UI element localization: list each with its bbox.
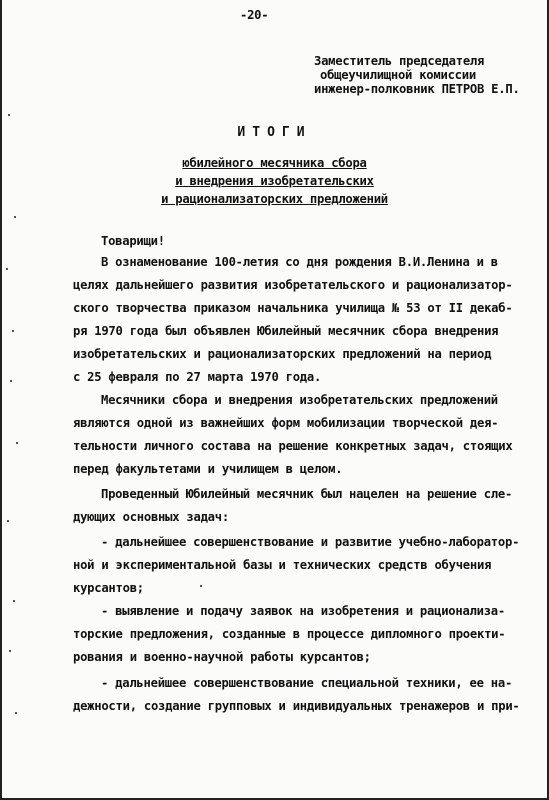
scan-speck <box>200 585 202 587</box>
body-line: торские предложения, созданные в процессе дипломного проекти- <box>73 627 506 641</box>
scan-speck <box>14 216 16 218</box>
body-line: В ознаменование 100-летия со дня рождения В.И.Ленина и в <box>101 255 498 269</box>
body-line: ского творчества приказом начальника училища № 53 от II декаб- <box>73 301 513 315</box>
document-subtitle-line: юбилейного месячника сбора <box>182 156 367 170</box>
body-line: рования и военно-научной работы курсантов; <box>73 650 371 664</box>
document-subtitle-line: и рационализаторских предложений <box>161 192 388 206</box>
body-line: перед факультетами и училищем в целом. <box>73 462 343 476</box>
scan-speck <box>10 380 12 382</box>
body-line: Товарищи! <box>101 234 165 248</box>
body-line: с 25 февраля по 27 марта 1970 года. <box>73 370 322 384</box>
scan-speck <box>9 650 11 652</box>
body-line: - дальнейшее совершенствование специальной техники, ее на- <box>101 676 513 690</box>
body-line: - выявление и подачу заявок на изобретения и рационализа- <box>101 604 505 618</box>
document-subtitle-line: и внедрения изобретательских <box>175 174 374 188</box>
signature-line: инженер-полковник ПЕТРОВ Е.П. <box>314 82 520 96</box>
scan-speck <box>8 114 10 116</box>
scan-speck <box>7 520 9 522</box>
scan-speck <box>13 600 15 602</box>
body-line: курсантов; <box>73 581 144 595</box>
body-line: ря 1970 года был объявлен Юбилейный месячник сбора внедрения <box>73 324 499 338</box>
body-line: Месячники сбора и внедрения изобретательских предложений <box>101 393 498 407</box>
body-line: целях дальнейшего развития изобретательского и рационализатор- <box>73 278 513 292</box>
body-line: изобретательских и рационализаторских предложений на период <box>73 347 492 361</box>
body-line: тельности личного состава на решение конкретных задач, стоящих <box>73 439 513 453</box>
scan-speck <box>6 268 8 270</box>
body-line: являются одной из важнейших форм мобилизации творческой дея- <box>73 416 499 430</box>
signature-line: Заместитель председателя <box>314 54 485 68</box>
body-line: ной и экспериментальной базы и технических средств обучения <box>73 558 492 572</box>
document-title: ИТОГИ <box>237 125 312 140</box>
scan-speck <box>16 442 18 444</box>
page-number: -20- <box>240 8 269 22</box>
body-line: Проведенный Юбилейный месячник был нацелен на решение сле- <box>101 487 513 501</box>
body-line: дующих основных задач: <box>73 510 229 524</box>
scan-speck <box>12 330 14 332</box>
body-line: дежности, создание групповых и индивидуальных тренажеров и при- <box>73 699 520 713</box>
signature-line: общеучилищной комиссии <box>320 68 476 82</box>
scan-speck <box>15 712 17 714</box>
scan-edge-left <box>0 0 2 800</box>
body-line: - дальнейшее совершенствование и развитие учебно-лаборатор- <box>101 535 520 549</box>
